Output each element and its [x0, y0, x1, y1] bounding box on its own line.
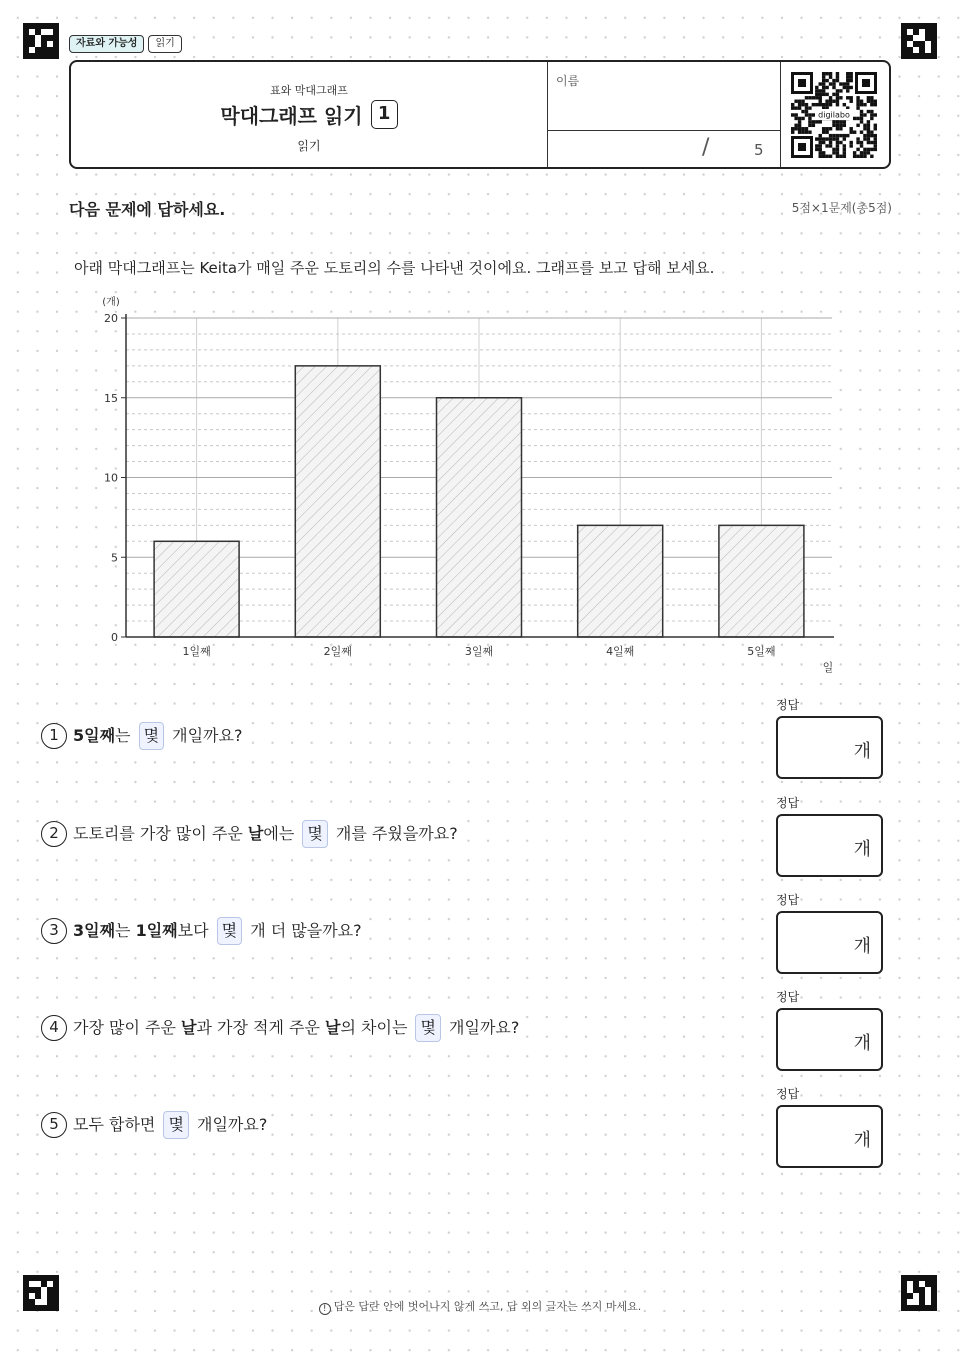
- question-chip: 몇: [139, 722, 164, 750]
- bar-1: [154, 541, 239, 637]
- answer-field-4: [776, 988, 883, 1071]
- footer-note: [0, 1298, 960, 1315]
- answer-box[interactable]: [776, 1008, 883, 1071]
- y-tick-label: 20: [104, 312, 118, 325]
- x-tick-label: 3일째: [464, 645, 494, 658]
- question-2: [41, 820, 458, 848]
- score-total: 5: [754, 141, 764, 159]
- question-emphasis: 5일째: [73, 726, 116, 745]
- points-info: 5점×1문제(총5점): [791, 201, 892, 215]
- question-fragment: 보다: [177, 921, 214, 940]
- qr-label: digilabo: [818, 110, 850, 120]
- question-fragment: 개를 주웠을까요?: [330, 824, 458, 843]
- instruction: 다음 문제에 답하세요.: [69, 200, 226, 219]
- y-tick-label: 0: [111, 631, 118, 644]
- type-tag: 읽기: [148, 35, 181, 53]
- answer-label: 정답: [776, 1087, 800, 1101]
- question-text: [73, 1014, 519, 1042]
- score-row: [548, 130, 780, 167]
- unit-subtitle: 표와 막대그래프: [270, 84, 348, 97]
- page-title: [71, 100, 547, 129]
- question-4: [41, 1014, 519, 1042]
- question-fragment: 개일까요?: [443, 1018, 520, 1037]
- question-fragment: 가장 많이 주운: [73, 1018, 181, 1037]
- question-chip: 몇: [163, 1111, 188, 1139]
- question-number: 1: [41, 723, 67, 749]
- answer-unit: 개: [853, 936, 871, 957]
- x-tick-label: 2일째: [323, 645, 352, 658]
- y-axis-label: (개): [102, 297, 120, 308]
- question-number: 3: [41, 918, 67, 944]
- page-title-text: 막대그래프 읽기: [220, 104, 363, 128]
- x-axis-label: 일: [822, 661, 834, 674]
- question-chip: 몇: [415, 1014, 440, 1042]
- answer-label: 정답: [776, 990, 800, 1004]
- answer-box[interactable]: [776, 911, 883, 974]
- y-tick-label: 15: [104, 391, 118, 405]
- answer-label: 정답: [776, 796, 800, 810]
- question-emphasis: 날: [325, 1018, 341, 1037]
- score-slash: /: [702, 135, 710, 160]
- tag-row: [69, 35, 182, 53]
- question-text: [73, 1111, 267, 1139]
- question-number: 2: [41, 821, 67, 847]
- answer-field-3: [776, 891, 883, 974]
- question-fragment: 개 더 많을까요?: [245, 921, 362, 940]
- answer-label: 정답: [776, 698, 800, 712]
- answer-unit: 개: [853, 1130, 871, 1151]
- question-fragment: 의 차이는: [340, 1018, 413, 1037]
- question-fragment: 개일까요?: [191, 1115, 268, 1134]
- question-text: [73, 820, 458, 848]
- answer-label: 정답: [776, 893, 800, 907]
- question-chip: 몇: [217, 917, 242, 945]
- question-fragment: 도토리를 가장 많이 주운: [73, 824, 248, 843]
- question-text: [73, 917, 362, 945]
- info-icon: !: [319, 1303, 331, 1315]
- question-1: [41, 722, 242, 750]
- name-label: 이름: [556, 74, 580, 88]
- question-emphasis: 날: [247, 824, 264, 843]
- answer-unit: 개: [853, 839, 871, 860]
- bar-4: [578, 525, 663, 637]
- bar-5: [719, 525, 804, 637]
- worksheet-type: 읽기: [297, 139, 321, 153]
- question-fragment: 는: [115, 726, 136, 745]
- qr-code-icon: [791, 72, 877, 158]
- answer-unit: 개: [853, 1033, 871, 1054]
- footer-text: 답은 답란 안에 벗어나지 않게 쓰고, 답 외의 글자는 쓰지 마세요.: [333, 1300, 642, 1313]
- question-fragment: 는: [115, 921, 136, 940]
- bar-3: [437, 398, 522, 637]
- category-tag: 자료와 가능성: [69, 35, 144, 53]
- worksheet-number: 1: [371, 100, 398, 129]
- question-fragment: 모두 합하면: [73, 1115, 161, 1134]
- question-fragment: 에는: [263, 824, 300, 843]
- x-tick-label: 5일째: [747, 645, 776, 658]
- answer-box[interactable]: [776, 814, 883, 877]
- answer-box[interactable]: [776, 1105, 883, 1168]
- question-emphasis: 날: [181, 1018, 197, 1037]
- question-fragment: 과 가장 적게 주운: [196, 1018, 326, 1037]
- question-number: 4: [41, 1015, 67, 1041]
- answer-field-2: [776, 794, 883, 877]
- answer-field-1: [776, 696, 883, 779]
- name-score-area: [547, 62, 781, 167]
- question-text: [73, 722, 242, 750]
- corner-marker-top-left: [23, 23, 59, 59]
- question-chip: 몇: [302, 820, 327, 848]
- bar-chart-svg: [95, 292, 840, 682]
- answer-box[interactable]: [776, 716, 883, 779]
- answer-unit: 개: [853, 741, 871, 762]
- answer-field-5: [776, 1085, 883, 1168]
- y-tick-label: 5: [111, 551, 118, 565]
- question-fragment: 개일까요?: [167, 726, 243, 745]
- title-area: [71, 62, 547, 167]
- question-emphasis: 3일째: [73, 921, 116, 940]
- y-tick-label: 10: [104, 471, 118, 485]
- corner-marker-top-right: [901, 23, 937, 59]
- x-tick-label: 1일째: [182, 645, 211, 658]
- question-emphasis: 1일째: [135, 921, 178, 940]
- bar-chart: [95, 292, 840, 682]
- question-number: 5: [41, 1112, 67, 1138]
- question-3: [41, 917, 362, 945]
- problem-statement: 아래 막대그래프는 Keita가 매일 주운 도토리의 수를 나타낸 것이에요. 그래프를 보고 답해 보세요.: [74, 259, 715, 277]
- x-tick-label: 4일째: [606, 645, 635, 658]
- worksheet-header: [69, 60, 891, 169]
- bar-2: [295, 366, 380, 637]
- question-5: [41, 1111, 267, 1139]
